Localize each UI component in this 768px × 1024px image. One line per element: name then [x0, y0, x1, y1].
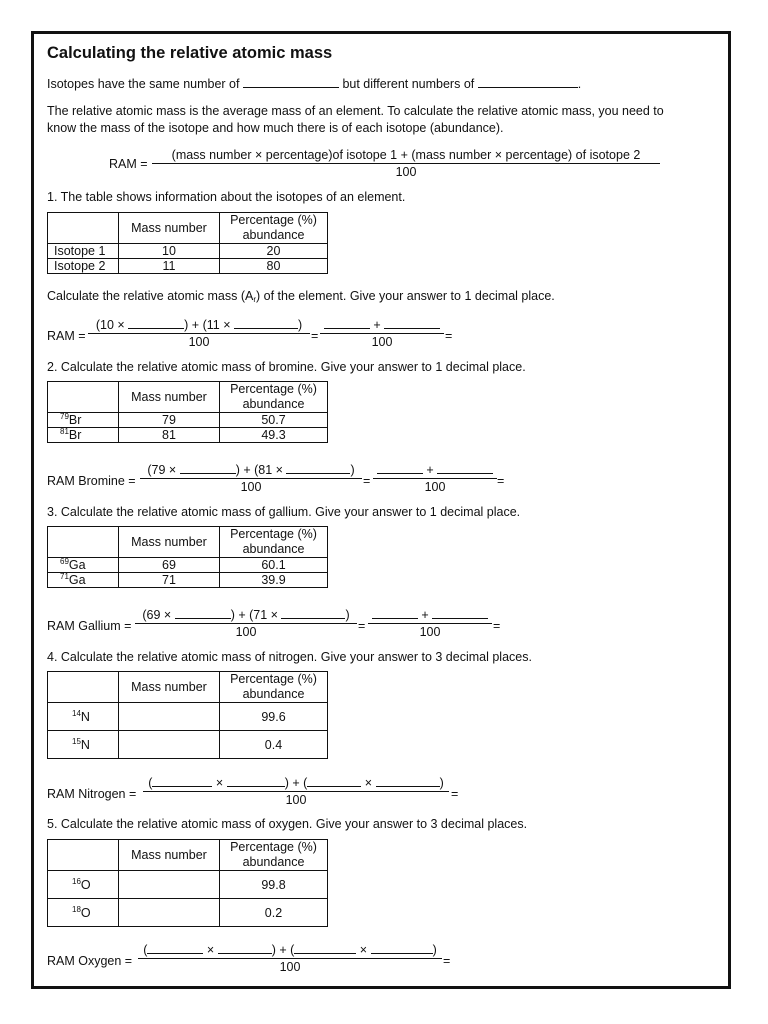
q1-text: 1. The table shows information about the isotopes of an element.	[47, 190, 406, 204]
q5-mid: ) + (	[271, 943, 295, 957]
q5-times-2: ×	[359, 943, 368, 957]
q4-row2-sym: N	[80, 737, 90, 752]
q2-blank-3[interactable]	[377, 463, 423, 474]
q2-blank-2[interactable]	[286, 463, 350, 474]
q2-row1-sym: Br	[68, 413, 82, 427]
q4-equals: =	[451, 787, 459, 801]
q2-row1-pct: 50.7	[220, 413, 328, 428]
q4-blank-2[interactable]	[227, 776, 285, 787]
q2-row2-sup: 81	[60, 427, 69, 436]
q2-n1c: )	[350, 463, 355, 477]
q2-ram-label: RAM Bromine =	[47, 474, 136, 488]
q2-plus: +	[426, 463, 434, 477]
table-row	[48, 259, 328, 274]
q2-header-empty	[48, 382, 119, 413]
table-row	[48, 558, 328, 573]
ram-explanation-line-2: know the mass of the isotope and how much there is of each isotope (abundance).	[47, 121, 504, 135]
q5-fraction	[138, 943, 442, 974]
q2-header-pct-1: Percentage (%)	[230, 382, 317, 396]
q4-text: 4. Calculate the relative atomic mass of nitrogen. Give your answer to 3 decimal places.	[47, 650, 532, 664]
q3-den-1: 100	[235, 625, 257, 639]
q2-table	[47, 381, 328, 443]
q2-header-pct-2: abundance	[242, 397, 305, 411]
q3-header-pct-1: Percentage (%)	[230, 527, 317, 541]
q3-equals-1: =	[358, 619, 366, 633]
q4-row2-isotope	[48, 731, 119, 759]
q1-numerator-2	[322, 318, 442, 333]
table-row	[48, 703, 328, 731]
table-row	[48, 244, 328, 259]
table-row	[48, 731, 328, 759]
q4-row2-sup: 15	[72, 736, 81, 746]
q2-row1-mass: 79	[119, 413, 220, 428]
q4-den: 100	[285, 793, 307, 807]
q3-equals-2: =	[493, 619, 501, 633]
q1-n1a: (10 ×	[95, 318, 125, 332]
q1-den-1: 100	[188, 335, 210, 349]
q1-equals-1: =	[311, 329, 319, 343]
q5-row2-pct: 0.2	[220, 899, 328, 927]
q4-times-1: ×	[215, 776, 224, 790]
page-title: Calculating the relative atomic mass	[47, 44, 333, 62]
q5-blank-3[interactable]	[294, 943, 356, 954]
q1-row1-mass: 10	[119, 244, 220, 259]
q3-row2-mass: 71	[119, 573, 220, 588]
q4-header-percentage	[220, 672, 328, 703]
q2-n1b: ) + (81 ×	[235, 463, 283, 477]
q3-header-empty	[48, 527, 119, 558]
q1-blank-2[interactable]	[234, 318, 298, 329]
formula-numerator: (mass number × percentage)of isotope 1 + (mass number × percentage) of isotope 2	[171, 148, 641, 162]
q3-row1-sym: Ga	[68, 558, 86, 572]
table-row	[48, 871, 328, 899]
q5-row1-pct: 99.8	[220, 871, 328, 899]
q1-table	[47, 212, 328, 274]
q1-fraction-1	[88, 318, 310, 349]
q1-row2-pct: 80	[220, 259, 328, 274]
q3-blank-2[interactable]	[281, 608, 345, 619]
q1-blank-4[interactable]	[384, 318, 440, 329]
q4-blank-1[interactable]	[152, 776, 212, 787]
q4-row1-sup: 14	[72, 708, 81, 718]
q5-blank-2[interactable]	[218, 943, 272, 954]
q3-row1-sup: 69	[60, 557, 69, 566]
table-row	[48, 573, 328, 588]
q1-n1b: ) + (11 ×	[184, 318, 231, 332]
q1-header-pct-1: Percentage (%)	[230, 213, 317, 227]
q1-instruction	[47, 289, 555, 303]
q3-fraction-2	[368, 608, 492, 639]
q2-header-mass: Mass number	[119, 382, 220, 413]
q1-row1-pct: 20	[220, 244, 328, 259]
q3-row2-isotope	[48, 573, 119, 588]
q4-close: )	[439, 776, 444, 790]
q5-header-mass: Mass number	[119, 840, 220, 871]
q2-blank-1[interactable]	[180, 463, 236, 474]
q3-fraction-1	[135, 608, 357, 639]
q3-row1-isotope	[48, 558, 119, 573]
q5-row1-sup: 16	[72, 876, 81, 886]
q2-fraction-1	[140, 463, 362, 494]
q4-fraction	[143, 776, 449, 807]
q4-times-2: ×	[364, 776, 373, 790]
q3-row1-pct: 60.1	[220, 558, 328, 573]
q4-blank-3[interactable]	[307, 776, 361, 787]
q1-equals-2: =	[445, 329, 453, 343]
q3-row2-sym: Ga	[68, 573, 86, 587]
q1-row2-mass: 11	[119, 259, 220, 274]
q1-instruction-a: Calculate the relative atomic mass (A	[47, 289, 254, 303]
q1-instruction-sub: r	[253, 295, 257, 304]
q1-header-pct-2: abundance	[242, 228, 305, 242]
q3-n1c: )	[345, 608, 350, 622]
q1-instruction-b: ) of the element. Give your answer to 1 decimal place.	[256, 289, 555, 303]
q1-row1-label: Isotope 1	[48, 244, 119, 259]
q2-row2-sym: Br	[68, 428, 82, 442]
isotope-definition	[47, 77, 581, 91]
q3-numerator-2	[370, 608, 490, 623]
q4-row1-pct: 99.6	[220, 703, 328, 731]
q4-row1-sym: N	[80, 709, 90, 724]
q2-row1-isotope	[48, 413, 119, 428]
q3-blank-1[interactable]	[175, 608, 231, 619]
q3-text: 3. Calculate the relative atomic mass of gallium. Give your answer to 1 decimal place.	[47, 505, 521, 519]
q1-row2-label: Isotope 2	[48, 259, 119, 274]
q5-times-1: ×	[206, 943, 215, 957]
q1-header-percentage	[220, 213, 328, 244]
q3-n1b: ) + (71 ×	[230, 608, 278, 622]
q5-ram-label: RAM Oxygen =	[47, 954, 133, 968]
q2-row2-mass: 81	[119, 428, 220, 443]
q2-equals-1: =	[363, 474, 371, 488]
q3-blank-4[interactable]	[432, 608, 488, 619]
q5-header-pct-1: Percentage (%)	[230, 840, 317, 854]
q1-header-mass: Mass number	[119, 213, 220, 244]
q4-row2-mass[interactable]	[119, 731, 220, 759]
q4-open: (	[148, 776, 153, 790]
q4-ram-label: RAM Nitrogen =	[47, 787, 137, 801]
q5-numerator	[141, 943, 438, 958]
q2-numerator-1	[145, 463, 356, 478]
q4-header-pct-1: Percentage (%)	[230, 672, 317, 686]
q3-blank-3[interactable]	[372, 608, 418, 619]
ram-explanation-line-1: The relative atomic mass is the average mass of an element. To calculate the relative atomic mass, you need to	[47, 104, 664, 118]
formula-fraction	[152, 148, 660, 179]
q2-numerator-2	[375, 463, 495, 478]
q4-numerator	[146, 776, 445, 791]
q4-table	[47, 671, 328, 759]
q1-numerator-1	[94, 318, 304, 333]
q2-n1a: (79 ×	[147, 463, 177, 477]
q3-n1a: (69 ×	[142, 608, 172, 622]
q1-fraction-2	[320, 318, 444, 349]
q1-den-2: 100	[371, 335, 393, 349]
table-row	[48, 899, 328, 927]
q3-table	[47, 526, 328, 588]
table-row	[48, 428, 328, 443]
q2-text: 2. Calculate the relative atomic mass of bromine. Give your answer to 1 decimal place.	[47, 360, 526, 374]
q4-header-empty	[48, 672, 119, 703]
q3-numerator-1	[140, 608, 351, 623]
q2-header-percentage	[220, 382, 328, 413]
q5-header-empty	[48, 840, 119, 871]
q5-table	[47, 839, 328, 927]
q1-plus: +	[373, 318, 381, 332]
q5-equals: =	[443, 954, 451, 968]
q4-header-mass: Mass number	[119, 672, 220, 703]
q3-row2-pct: 39.9	[220, 573, 328, 588]
q2-den-1: 100	[240, 480, 262, 494]
q5-row1-isotope	[48, 871, 119, 899]
q1-blank-3[interactable]	[324, 318, 370, 329]
q1-n1c: )	[297, 318, 303, 332]
q5-row2-sym: O	[80, 905, 91, 920]
q2-equals-2: =	[497, 474, 505, 488]
q4-mid: ) + (	[284, 776, 308, 790]
q5-row1-sym: O	[80, 877, 91, 892]
isotope-definition-text-b: but different numbers of	[342, 77, 475, 91]
q2-fraction-2	[373, 463, 497, 494]
q3-header-pct-2: abundance	[242, 542, 305, 556]
q3-plus: +	[421, 608, 429, 622]
q5-header-percentage	[220, 840, 328, 871]
q4-header-pct-2: abundance	[242, 687, 305, 701]
formula-label: RAM =	[109, 157, 148, 171]
q3-header-mass: Mass number	[119, 527, 220, 558]
q3-ram-label: RAM Gallium =	[47, 619, 132, 633]
q5-row2-isotope	[48, 899, 119, 927]
formula-denominator: 100	[395, 165, 417, 179]
q1-ram-label: RAM =	[47, 329, 86, 343]
q4-row2-pct: 0.4	[220, 731, 328, 759]
q3-row2-sup: 71	[60, 572, 69, 581]
q5-header-pct-2: abundance	[242, 855, 305, 869]
q5-den: 100	[279, 960, 301, 974]
isotope-definition-text-a: Isotopes have the same number of	[47, 77, 240, 91]
q5-open: (	[143, 943, 148, 957]
q2-den-2: 100	[424, 480, 446, 494]
q5-row2-mass[interactable]	[119, 899, 220, 927]
q5-blank-1[interactable]	[147, 943, 203, 954]
q1-header-empty	[48, 213, 119, 244]
q5-row1-mass[interactable]	[119, 871, 220, 899]
q5-blank-4[interactable]	[371, 943, 433, 954]
q2-row2-pct: 49.3	[220, 428, 328, 443]
q3-row1-mass: 69	[119, 558, 220, 573]
q4-row1-isotope	[48, 703, 119, 731]
q3-header-percentage	[220, 527, 328, 558]
blank-different-numbers[interactable]	[478, 77, 578, 88]
q5-row2-sup: 18	[72, 904, 81, 914]
blank-same-number[interactable]	[243, 77, 339, 88]
q5-text: 5. Calculate the relative atomic mass of oxygen. Give your answer to 3 decimal places.	[47, 817, 528, 831]
q1-blank-1[interactable]	[128, 318, 184, 329]
q2-row2-isotope	[48, 428, 119, 443]
q3-den-2: 100	[419, 625, 441, 639]
q4-blank-4[interactable]	[376, 776, 440, 787]
q2-row1-sup: 79	[60, 412, 69, 421]
table-row	[48, 413, 328, 428]
q5-close: )	[432, 943, 437, 957]
q2-blank-4[interactable]	[437, 463, 493, 474]
q4-row1-mass[interactable]	[119, 703, 220, 731]
isotope-definition-end: .	[577, 77, 582, 91]
